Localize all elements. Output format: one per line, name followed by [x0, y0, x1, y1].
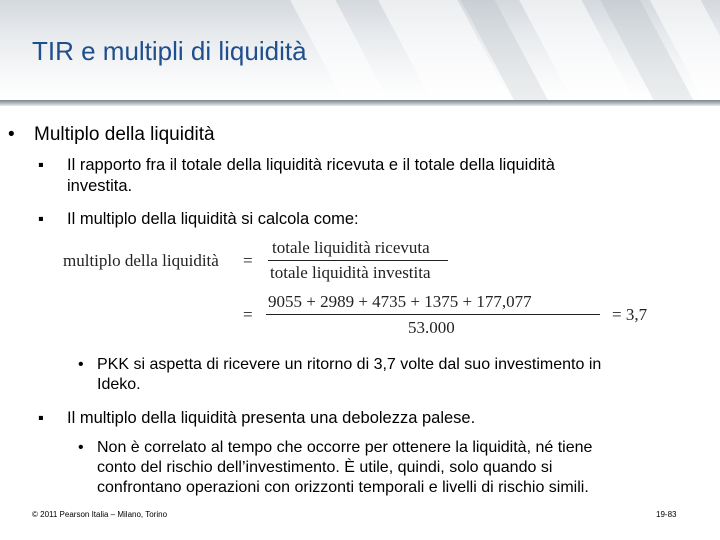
bullet-square: ▪	[38, 409, 44, 427]
bullet-multiplo-liquidita: Multiplo della liquidità	[34, 124, 215, 145]
sub-bullet-definition-line1: Il rapporto fra il totale della liquidità ricevuta e il totale della liquidità	[67, 156, 555, 174]
sub-bullet-correlation-line3: confrontano operazioni con orizzonti temporali e livelli di rischio simili.	[97, 479, 589, 496]
formula-equals-2: =	[243, 305, 253, 324]
sub-bullet-pkk-line1: PKK si aspetta di ricevere un ritorno di 3,7 volte dal suo investimento in	[97, 356, 602, 373]
sub-bullet-definition-line2: investita.	[67, 177, 133, 195]
sub-bullet-weakness: Il multiplo della liquidità presenta una debolezza palese.	[67, 409, 476, 427]
fraction-bar-2	[266, 314, 600, 315]
bullet-dot: •	[78, 356, 84, 373]
formula-equals-1: =	[243, 251, 253, 270]
page-number: 19-83	[656, 510, 677, 519]
bullet-square: ▪	[38, 210, 44, 228]
slide-title: TIR e multipli di liquidità	[32, 36, 307, 66]
fraction-bar-1	[268, 260, 448, 261]
sub-bullet-correlation-line1: Non è correlato al tempo che occorre per ottenere la liquidità, né tiene	[97, 439, 593, 456]
sub-bullet-calculation: Il multiplo della liquidità si calcola come:	[67, 210, 359, 228]
formula-denominator-2: 53.000	[408, 318, 455, 337]
sub-bullet-correlation-line2: conto del rischio dell’investimento. È utile, quindi, solo quando si	[97, 459, 553, 476]
footer-copyright: © 2011 Pearson Italia – Milano, Torino	[32, 510, 168, 519]
sub-bullet-pkk-line2: Ideko.	[97, 376, 141, 393]
formula-numerator-1: totale liquidità ricevuta	[272, 238, 430, 257]
formula-numerator-2: 9055 + 2989 + 4735 + 1375 + 177,077	[268, 292, 532, 311]
bullet-dot: •	[78, 439, 84, 456]
formula-result: = 3,7	[612, 305, 648, 324]
formula-lhs: multiplo della liquidità	[63, 251, 219, 270]
formula-denominator-1: totale liquidità investita	[270, 263, 431, 282]
bullet-square: ▪	[38, 156, 44, 174]
header-divider	[0, 100, 720, 106]
bullet-dot: •	[8, 124, 15, 145]
